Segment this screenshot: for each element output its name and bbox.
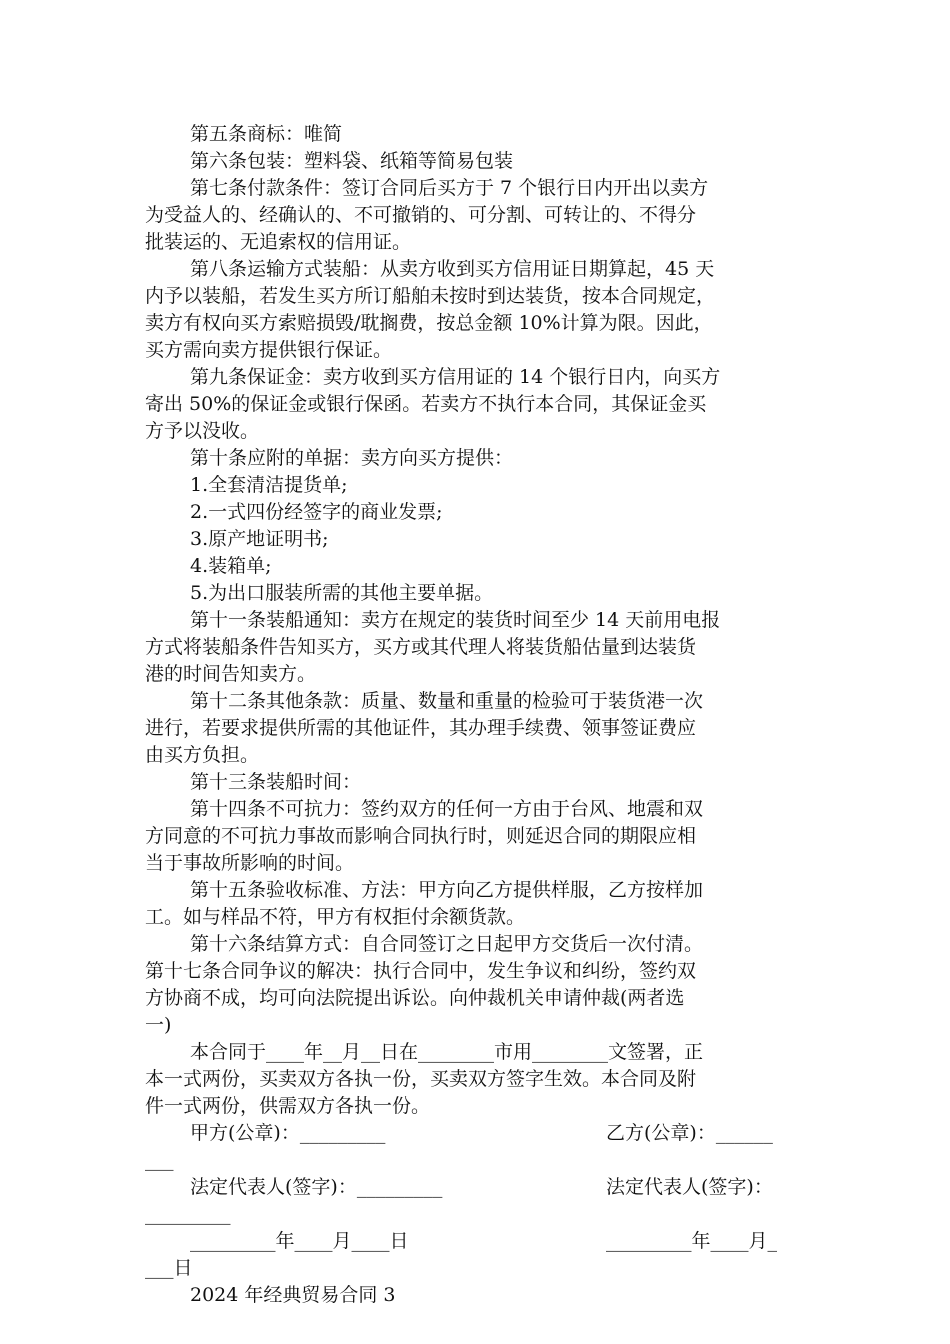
party-a-seal: 甲方(公章)：_________ bbox=[190, 1122, 386, 1144]
text-line: 第九条保证金：卖方收到买方信用证的 14 个银行日内，向买方 bbox=[190, 366, 721, 388]
text-line: 为受益人的、经确认的、不可撤销的、可分割、可转让的、不得分 bbox=[145, 204, 697, 226]
text-line: 第七条付款条件：签订合同后买方于 7 个银行日内开出以卖方 bbox=[190, 177, 709, 199]
text-line: 第十六条结算方式：自合同签订之日起甲方交货后一次付清。 bbox=[190, 933, 704, 955]
section-heading: 2024 年经典贸易合同 3 bbox=[190, 1284, 396, 1306]
text-line: ___日 bbox=[145, 1257, 193, 1279]
party-b-representative: 法定代表人(签字)： bbox=[606, 1176, 773, 1198]
text-line: 1.全套清洁提货单; bbox=[190, 474, 348, 496]
text-line: 卖方有权向买方索赔损毁/耽搁费，按总金额 10%计算为限。因此， bbox=[145, 312, 713, 334]
text-line: 内予以装船，若发生买方所订船舶未按时到达装货，按本合同规定， bbox=[145, 285, 716, 307]
text-line: 一) bbox=[145, 1014, 172, 1036]
text-line: 方式将装船条件告知买方，买方或其代理人将装货船估量到达装货 bbox=[145, 636, 697, 658]
text-line: 方协商不成，均可向法院提出诉讼。向仲裁机关申请仲裁(两者选 bbox=[145, 987, 685, 1009]
text-line: 由买方负担。 bbox=[145, 744, 260, 766]
party-b-date: _________年____月_ bbox=[606, 1230, 778, 1252]
text-line: 本一式两份，买卖双方各执一份，买卖双方签字生效。本合同及附 bbox=[145, 1068, 697, 1090]
text-line: 工。如与样品不符，甲方有权拒付余额货款。 bbox=[145, 906, 526, 928]
party-a-date: _________年____月____日 bbox=[190, 1230, 409, 1252]
text-line: 第十条应附的单据：卖方向买方提供： bbox=[190, 447, 514, 469]
text-line: 2.一式四份经签字的商业发票; bbox=[190, 501, 443, 523]
text-line: 买方需向卖方提供银行保证。 bbox=[145, 339, 393, 361]
text-line: 进行，若要求提供所需的其他证件，其办理手续费、领事签证费应 bbox=[145, 717, 697, 739]
text-line: 3.原产地证明书; bbox=[190, 528, 329, 550]
text-line: 件一式两份，供需双方各执一份。 bbox=[145, 1095, 431, 1117]
text-line: 第五条商标：唯简 bbox=[190, 123, 343, 145]
text-line: 4.装箱单; bbox=[190, 555, 272, 577]
text-line: 第十五条验收标准、方法：甲方向乙方提供样服，乙方按样加 bbox=[190, 879, 704, 901]
text-line: 方同意的不可抗力事故而影响合同执行时，则延迟合同的期限应相 bbox=[145, 825, 697, 847]
party-a-representative: 法定代表人(签字)：_________ bbox=[190, 1176, 443, 1198]
text-line: 第六条包装：塑料袋、纸箱等简易包装 bbox=[190, 150, 514, 172]
text-line: 第十一条装船通知：卖方在规定的装货时间至少 14 天前用电报 bbox=[190, 609, 721, 631]
text-line: ___ bbox=[145, 1149, 174, 1171]
text-line: 第十四条不可抗力：签约双方的任何一方由于台风、地震和双 bbox=[190, 798, 704, 820]
text-line: 当于事故所影响的时间。 bbox=[145, 852, 355, 874]
text-line: 第十二条其他条款：质量、数量和重量的检验可于装货港一次 bbox=[190, 690, 704, 712]
text-line: 5.为出口服装所需的其他主要单据。 bbox=[190, 582, 494, 604]
text-line: 寄出 50%的保证金或银行保函。若卖方不执行本合同，其保证金买 bbox=[145, 393, 707, 415]
text-line: 方予以没收。 bbox=[145, 420, 260, 442]
text-line: 第十七条合同争议的解决：执行合同中，发生争议和纠纷，签约双 bbox=[145, 960, 697, 982]
text-line: 第十三条装船时间： bbox=[190, 771, 362, 793]
text-line: 港的时间告知卖方。 bbox=[145, 663, 317, 685]
text-line: _________ bbox=[145, 1203, 231, 1225]
text-line: 批装运的、无追索权的信用证。 bbox=[145, 231, 412, 253]
text-line: 第八条运输方式装船：从卖方收到买方信用证日期算起，45 天 bbox=[190, 258, 715, 280]
party-b-seal: 乙方(公章)：______ bbox=[606, 1122, 773, 1144]
text-line: 本合同于____年__月__日在________市用________文签署，正 bbox=[190, 1041, 704, 1063]
